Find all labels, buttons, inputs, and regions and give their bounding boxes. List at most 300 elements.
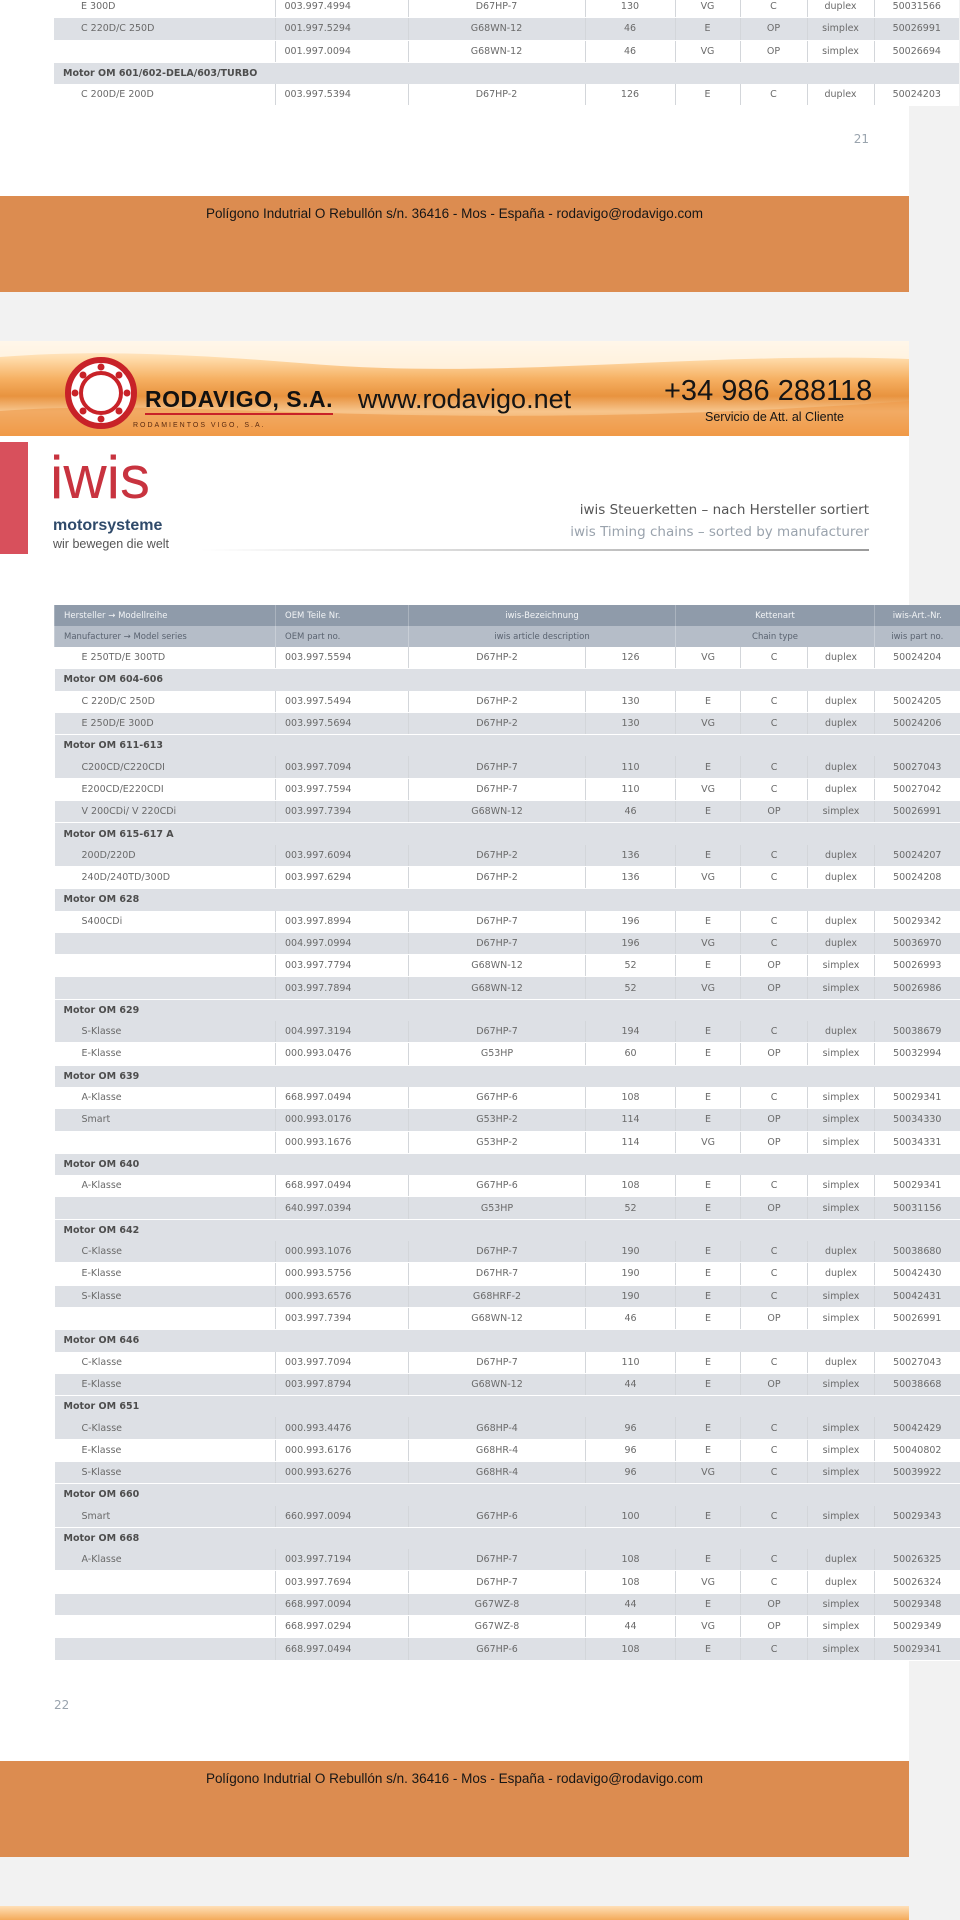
cell-variant: C (740, 0, 807, 18)
cell-description: G68WN-12 (408, 18, 585, 40)
cell-model (55, 955, 276, 977)
table-row (55, 1352, 960, 1374)
customer-service-label: Servicio de Att. al Cliente (705, 410, 844, 424)
table-row (55, 1373, 960, 1395)
parts-table-page-22 (54, 605, 960, 1661)
cell-oem-part: 000.993.1076 (276, 1241, 409, 1263)
cell-model (55, 1593, 276, 1615)
cell-description: D67HP-7 (409, 932, 586, 954)
cell-oem-part: 668.997.0494 (276, 1175, 409, 1197)
cell-iwis-part: 50026993 (875, 955, 960, 977)
cell-type: E (676, 1087, 741, 1109)
cell-variant: C (741, 1549, 808, 1571)
cell-description: D67HP-7 (409, 778, 586, 800)
cell-iwis-part: 50029341 (875, 1087, 960, 1109)
table-row (55, 955, 960, 977)
cell-model: E 250D/E 300D (55, 712, 276, 734)
table-row (55, 1439, 960, 1461)
cell-iwis-part: 50031156 (875, 1197, 960, 1219)
table-row (55, 647, 960, 669)
iwis-motorsysteme: motorsysteme (53, 517, 163, 534)
cell-links: 96 (586, 1439, 676, 1461)
cell-type: E (676, 1417, 741, 1439)
cell-variant: C (741, 1461, 808, 1483)
cell-strand: duplex (808, 1352, 875, 1374)
cell-iwis-part: 50031566 (874, 0, 959, 18)
cell-strand: simplex (808, 1417, 875, 1439)
table-row (55, 1417, 960, 1439)
cell-model: C 220D/C 250D (55, 691, 276, 713)
cell-description: D67HP-2 (409, 691, 586, 713)
cell-type: E (676, 1197, 741, 1219)
cell-iwis-part: 50024206 (875, 712, 960, 734)
cell-type: E (676, 1043, 741, 1065)
cell-type: E (676, 1373, 741, 1395)
group-title: Motor OM 628 (55, 889, 960, 911)
group-title: Motor OM 601/602-DELA/603/TURBO (54, 62, 959, 84)
cell-description: G68WN-12 (409, 1373, 586, 1395)
cell-description: G67HP-6 (409, 1175, 586, 1197)
cell-links: 52 (586, 977, 676, 999)
cell-iwis-part: 50029341 (875, 1175, 960, 1197)
cell-strand: simplex (808, 1307, 875, 1329)
cell-links: 60 (586, 1043, 676, 1065)
page-number-22: 22 (54, 1698, 70, 1712)
cell-variant: OP (741, 1593, 808, 1615)
cell-model: E-Klasse (55, 1439, 276, 1461)
cell-description: G67HP-6 (409, 1087, 586, 1109)
cell-oem-part: 003.997.5694 (276, 712, 409, 734)
cell-iwis-part: 50027042 (875, 778, 960, 800)
group-title: Motor OM 615-617 A (55, 823, 960, 845)
cell-links: 114 (586, 1109, 676, 1131)
cell-variant: OP (741, 1373, 808, 1395)
header-oem-de: OEM Teile Nr. (276, 605, 409, 626)
table-row (55, 1593, 960, 1615)
cell-strand: simplex (808, 1461, 875, 1483)
cell-links: 110 (586, 756, 676, 778)
table-row (55, 1175, 960, 1197)
group-title: Motor OM 642 (55, 1219, 960, 1241)
cell-model: C 220D/C 250D (54, 18, 275, 40)
table-row (55, 756, 960, 778)
group-row (55, 1330, 960, 1352)
cell-links: 52 (586, 955, 676, 977)
cell-links: 190 (586, 1263, 676, 1285)
cell-oem-part: 001.997.5294 (275, 18, 408, 40)
cell-variant: C (741, 712, 808, 734)
cell-type: E (676, 1263, 741, 1285)
cell-strand: simplex (808, 1087, 875, 1109)
cell-description: D67HP-7 (409, 1549, 586, 1571)
header-manufacturer-de: Hersteller → Modellreihe (55, 605, 276, 626)
cell-variant: C (741, 756, 808, 778)
cell-model: C 200D/E 200D (54, 84, 275, 106)
cell-description: D67HP-7 (409, 756, 586, 778)
cell-links: 46 (586, 801, 676, 823)
cell-model: E-Klasse (55, 1043, 276, 1065)
cell-strand: duplex (808, 1571, 875, 1593)
cell-iwis-part: 50024204 (875, 647, 960, 669)
cell-strand: duplex (808, 911, 875, 933)
cell-model: S-Klasse (55, 1461, 276, 1483)
table-row (54, 84, 959, 106)
cell-strand: simplex (808, 1439, 875, 1461)
cell-variant: OP (741, 1131, 808, 1153)
cell-type: E (675, 84, 740, 106)
cell-oem-part: 004.997.0994 (276, 932, 409, 954)
cell-strand: simplex (808, 1043, 875, 1065)
cell-links: 196 (586, 932, 676, 954)
section-title-de: iwis Steuerketten – nach Hersteller sortiert (579, 502, 869, 518)
cell-oem-part: 004.997.3194 (276, 1021, 409, 1043)
cell-links: 130 (585, 0, 675, 18)
group-title: Motor OM 604-606 (55, 669, 960, 691)
group-row (55, 999, 960, 1021)
cell-links: 44 (586, 1616, 676, 1638)
cell-model: A-Klasse (55, 1087, 276, 1109)
cell-strand: simplex (808, 1131, 875, 1153)
cell-type: E (675, 18, 740, 40)
cell-links: 136 (586, 866, 676, 888)
cell-strand: duplex (807, 0, 874, 18)
group-row (55, 735, 960, 757)
cell-oem-part: 003.997.7794 (276, 955, 409, 977)
group-title: Motor OM 629 (55, 999, 960, 1021)
cell-strand: duplex (808, 756, 875, 778)
cell-links: 110 (586, 1352, 676, 1374)
cell-iwis-part: 50029342 (875, 911, 960, 933)
header-part-no-en: iwis part no. (875, 626, 960, 647)
cell-iwis-part: 50027043 (875, 1352, 960, 1374)
table-row (55, 1087, 960, 1109)
cell-variant: C (741, 1241, 808, 1263)
cell-description: G67HP-6 (409, 1638, 586, 1660)
cell-strand: simplex (808, 1616, 875, 1638)
cell-oem-part: 668.997.0494 (276, 1087, 409, 1109)
table-row (55, 845, 960, 867)
cell-model (55, 1131, 276, 1153)
cell-strand: simplex (808, 1638, 875, 1660)
cell-type: E (676, 1638, 741, 1660)
cell-links: 126 (586, 647, 676, 669)
cell-description: G68HR-4 (409, 1439, 586, 1461)
cell-oem-part: 003.997.6094 (276, 845, 409, 867)
cell-iwis-part: 50026324 (875, 1571, 960, 1593)
cell-type: E (676, 1109, 741, 1131)
cell-type: E (676, 1021, 741, 1043)
table-row (55, 1307, 960, 1329)
header-description-de: iwis-Bezeichnung (409, 605, 676, 626)
table-row (55, 1461, 960, 1483)
rodavigo-logo-icon (64, 356, 138, 430)
cell-strand: simplex (808, 977, 875, 999)
cell-links: 46 (586, 1307, 676, 1329)
cell-type: E (676, 845, 741, 867)
table-row (55, 1131, 960, 1153)
cell-iwis-part: 50026694 (874, 40, 959, 62)
cell-links: 44 (586, 1593, 676, 1615)
cell-type: E (676, 1241, 741, 1263)
cell-iwis-part: 50024208 (875, 866, 960, 888)
cell-description: G68WN-12 (408, 40, 585, 62)
cell-strand: duplex (808, 647, 875, 669)
cell-description: D67HP-2 (409, 845, 586, 867)
company-subtitle: RODAMIENTOS VIGO, S.A. (133, 422, 266, 429)
cell-description: D67HP-2 (409, 712, 586, 734)
table-header-en (55, 626, 960, 647)
cell-oem-part: 000.993.4476 (276, 1417, 409, 1439)
cell-type: E (676, 1506, 741, 1528)
cell-variant: OP (741, 1616, 808, 1638)
table-row (55, 1616, 960, 1638)
next-banner-edge (0, 1906, 909, 1920)
cell-oem-part: 003.997.7694 (276, 1571, 409, 1593)
cell-type: E (676, 1593, 741, 1615)
header-oem-en: OEM part no. (276, 626, 409, 647)
cell-iwis-part: 50040802 (875, 1439, 960, 1461)
cell-links: 46 (585, 18, 675, 40)
cell-links: 46 (585, 40, 675, 62)
cell-links: 108 (586, 1175, 676, 1197)
cell-type: E (676, 1285, 741, 1307)
cell-strand: duplex (808, 1263, 875, 1285)
cell-links: 110 (586, 778, 676, 800)
header-description-en: iwis article description (409, 626, 676, 647)
group-row (55, 669, 960, 691)
cell-variant: OP (741, 1307, 808, 1329)
cell-oem-part: 003.997.7094 (276, 756, 409, 778)
cell-iwis-part: 50034330 (875, 1109, 960, 1131)
cell-oem-part: 000.993.6176 (276, 1439, 409, 1461)
cell-description: G68WN-12 (409, 955, 586, 977)
cell-strand: duplex (808, 778, 875, 800)
cell-variant: C (741, 932, 808, 954)
cell-description: D67HP-7 (409, 1571, 586, 1593)
page-footer (0, 196, 909, 292)
group-title: Motor OM 651 (55, 1396, 960, 1418)
cell-iwis-part: 50024207 (875, 845, 960, 867)
cell-model: C-Klasse (55, 1417, 276, 1439)
company-name: RODAVIGO, S.A. (145, 386, 333, 415)
title-rule (200, 549, 869, 551)
cell-type: E (676, 1549, 741, 1571)
cell-description: G68WN-12 (409, 977, 586, 999)
cell-model (55, 1307, 276, 1329)
cell-strand: simplex (808, 1175, 875, 1197)
cell-strand: duplex (808, 1241, 875, 1263)
cell-variant: C (741, 866, 808, 888)
cell-links: 108 (586, 1571, 676, 1593)
cell-type: VG (675, 0, 740, 18)
table-row (55, 1549, 960, 1571)
cell-model: E 250TD/E 300TD (55, 647, 276, 669)
table-row (55, 1109, 960, 1131)
cell-variant: C (741, 691, 808, 713)
table-row (55, 1043, 960, 1065)
cell-model: E200CD/E220CDI (55, 778, 276, 800)
cell-model: 240D/240TD/300D (55, 866, 276, 888)
cell-links: 196 (586, 911, 676, 933)
cell-description: G68WN-12 (409, 1307, 586, 1329)
iwis-accent-bar (0, 442, 28, 554)
cell-model: C-Klasse (55, 1352, 276, 1374)
cell-iwis-part: 50024203 (874, 84, 959, 106)
cell-strand: duplex (808, 712, 875, 734)
cell-model: S-Klasse (55, 1285, 276, 1307)
page-21 (0, 0, 941, 196)
cell-iwis-part: 50038680 (875, 1241, 960, 1263)
cell-iwis-part: 50026991 (875, 801, 960, 823)
cell-variant: OP (741, 1043, 808, 1065)
cell-type: E (676, 756, 741, 778)
group-title: Motor OM 646 (55, 1330, 960, 1352)
cell-description: G53HP-2 (409, 1131, 586, 1153)
cell-model (55, 1638, 276, 1660)
table-row (55, 1285, 960, 1307)
cell-model: S400CDi (55, 911, 276, 933)
cell-description: D67HR-7 (409, 1263, 586, 1285)
cell-links: 190 (586, 1241, 676, 1263)
cell-model: S-Klasse (55, 1021, 276, 1043)
cell-iwis-part: 50029349 (875, 1616, 960, 1638)
footer-address: Polígono Indutrial O Rebullón s/n. 36416 - Mos - España - rodavigo@rodavigo.com (206, 206, 703, 221)
cell-type: VG (676, 712, 741, 734)
cell-oem-part: 003.997.7594 (276, 778, 409, 800)
cell-model: E-Klasse (55, 1373, 276, 1395)
cell-oem-part: 000.993.6276 (276, 1461, 409, 1483)
header-chain-type-en: Chain type (676, 626, 875, 647)
group-row (55, 1153, 960, 1175)
cell-links: 100 (586, 1506, 676, 1528)
table-row (55, 712, 960, 734)
cell-variant: C (741, 1506, 808, 1528)
cell-strand: simplex (807, 40, 874, 62)
cell-strand: duplex (808, 845, 875, 867)
cell-variant: C (741, 845, 808, 867)
header-part-no-de: iwis-Art.-Nr. (875, 605, 960, 626)
cell-model: C-Klasse (55, 1241, 276, 1263)
table-row (55, 977, 960, 999)
section-title-en: iwis Timing chains – sorted by manufacturer (570, 524, 869, 540)
cell-variant: C (741, 1087, 808, 1109)
header-chain-type-de: Kettenart (676, 605, 875, 626)
cell-description: D67HP-2 (408, 84, 585, 106)
cell-iwis-part: 50026325 (875, 1549, 960, 1571)
cell-links: 96 (586, 1417, 676, 1439)
cell-strand: simplex (808, 1197, 875, 1219)
table-row (55, 1571, 960, 1593)
cell-model (55, 932, 276, 954)
cell-type: VG (676, 647, 741, 669)
cell-links: 114 (586, 1131, 676, 1153)
cell-oem-part: 000.993.1676 (276, 1131, 409, 1153)
cell-variant: C (740, 84, 807, 106)
cell-type: E (676, 1307, 741, 1329)
cell-iwis-part: 50042430 (875, 1263, 960, 1285)
cell-links: 194 (586, 1021, 676, 1043)
cell-oem-part: 640.997.0394 (276, 1197, 409, 1219)
cell-model: E-Klasse (55, 1263, 276, 1285)
cell-type: VG (676, 866, 741, 888)
cell-iwis-part: 50034331 (875, 1131, 960, 1153)
table-row (55, 1197, 960, 1219)
page-number: 21 (853, 132, 869, 146)
cell-variant: C (741, 1352, 808, 1374)
cell-iwis-part: 50032994 (875, 1043, 960, 1065)
cell-variant: OP (740, 40, 807, 62)
cell-iwis-part: 50038668 (875, 1373, 960, 1395)
phone-number: +34 986 288118 (664, 375, 873, 407)
cell-variant: C (741, 1439, 808, 1461)
cell-links: 108 (586, 1638, 676, 1660)
cell-iwis-part: 50027043 (875, 756, 960, 778)
cell-description: G68HRF-2 (409, 1285, 586, 1307)
cell-strand: duplex (808, 1021, 875, 1043)
cell-description: G68WN-12 (409, 801, 586, 823)
cell-type: E (676, 1352, 741, 1374)
group-row (55, 1484, 960, 1506)
cell-iwis-part: 50026986 (875, 977, 960, 999)
cell-variant: C (741, 778, 808, 800)
cell-model: C200CD/C220CDI (55, 756, 276, 778)
cell-iwis-part: 50029341 (875, 1638, 960, 1660)
table-row (55, 932, 960, 954)
group-title: Motor OM 639 (55, 1065, 960, 1087)
cell-oem-part: 001.997.0094 (275, 40, 408, 62)
cell-description: D67HP-2 (409, 647, 586, 669)
cell-variant: OP (740, 18, 807, 40)
cell-oem-part: 000.993.0476 (276, 1043, 409, 1065)
cell-strand: duplex (808, 691, 875, 713)
cell-strand: simplex (808, 1506, 875, 1528)
table-row (55, 1638, 960, 1660)
cell-oem-part: 003.997.5394 (275, 84, 408, 106)
cell-iwis-part: 50026991 (875, 1307, 960, 1329)
iwis-tagline: wir bewegen die welt (53, 537, 170, 551)
cell-oem-part: 668.997.0494 (276, 1638, 409, 1660)
cell-oem-part: 000.993.0176 (276, 1109, 409, 1131)
cell-oem-part: 003.997.6294 (276, 866, 409, 888)
cell-strand: duplex (808, 1549, 875, 1571)
cell-model (55, 977, 276, 999)
cell-model: Smart (55, 1506, 276, 1528)
group-title: Motor OM 668 (55, 1527, 960, 1549)
cell-type: VG (676, 1131, 741, 1153)
group-row (55, 823, 960, 845)
cell-iwis-part: 50039922 (875, 1461, 960, 1483)
parts-table-page-21 (54, 0, 959, 106)
cell-links: 190 (586, 1285, 676, 1307)
cell-description: D67HP-2 (409, 866, 586, 888)
table-row (55, 1506, 960, 1528)
cell-model: V 200CDi/ V 220CDi (55, 801, 276, 823)
cell-type: E (676, 1175, 741, 1197)
rodavigo-banner (0, 341, 909, 436)
cell-description: G53HP (409, 1043, 586, 1065)
cell-variant: C (741, 1021, 808, 1043)
group-title: Motor OM 640 (55, 1153, 960, 1175)
cell-oem-part: 003.997.8994 (276, 911, 409, 933)
header-manufacturer-en: Manufacturer → Model series (55, 626, 276, 647)
cell-strand: duplex (807, 84, 874, 106)
table-row (54, 0, 959, 18)
cell-type: VG (676, 778, 741, 800)
cell-model (55, 1571, 276, 1593)
cell-iwis-part: 50024205 (875, 691, 960, 713)
table-row (54, 40, 959, 62)
cell-type: VG (676, 977, 741, 999)
